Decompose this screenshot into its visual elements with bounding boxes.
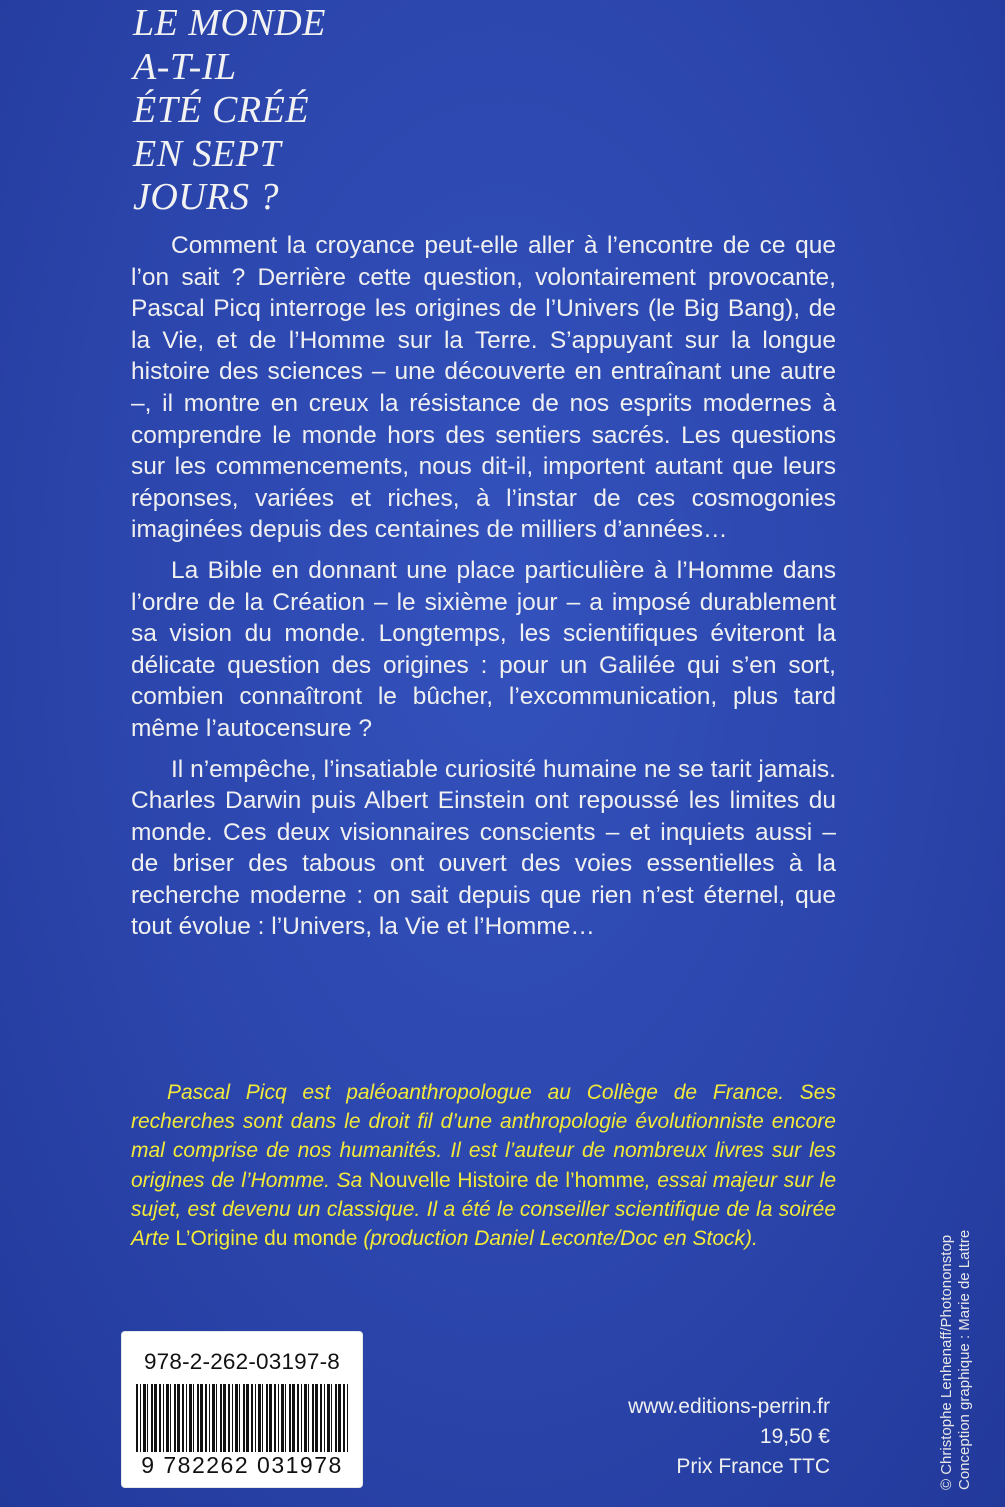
price-note: Prix France TTC: [676, 1455, 830, 1478]
isbn-barcode: [122, 1332, 362, 1487]
blurb: [131, 230, 836, 952]
bio-text: Pascal Picq est paléoanthropologue au Collège de France. Ses recherches sont dans le droit fil d’une anthropologie évolutionniste encore mal comprise de nos humanités. Il est l’auteur de nombreux livres sur les origines de l’Homme. Sa: [131, 1081, 836, 1192]
bio-film-title: L’Origine du monde: [175, 1227, 358, 1251]
design-credit: Conception graphique : Marie de Lattre: [956, 1229, 973, 1490]
blurb-paragraph: Comment la croyance peut-elle aller à l’encontre de ce que l’on sait ? Derrière cette question, volontairement provocante, Pascal Picq interroge les origines de l’Univers (le Big Bang), de la Vie, et de l’Homme sur la Terre. S’appuyant sur la longue histoire des sciences – une découverte en entraînant une autre –, il montre en creux la résistance de nos esprits modernes à comprendre le monde hors des sentiers sacrés. Les questions sur les commencements, nous dit-il, importent autant que leurs réponses, variées et riches, à l’instar de ces cosmogonies imaginées depuis des centaines de milliers d’années…: [131, 232, 836, 544]
title-line: ÉTÉ CRÉÉ: [133, 89, 310, 131]
blurb-paragraph: Il n’empêche, l’insatiable curiosité humaine ne se tarit jamais. Charles Darwin puis Albert Einstein ont repoussé les limites du monde. Ces deux visionnaires conscients – et inquiets aussi – de briser des tabous ont ouvert des voies essentielles à la recherche moderne : on sait depuis que rien n’est éternel, que tout évolue : l’Univers, la Vie et l’Homme…: [131, 755, 836, 941]
book-title: [133, 2, 326, 220]
bio-text: (production Daniel Leconte/Doc en Stock).: [357, 1227, 758, 1251]
bio-book-title: Nouvelle Histoire de l’homme: [369, 1168, 645, 1192]
photo-credit: © Christophe Lenhenaff/Photononstop: [938, 1234, 955, 1490]
ean-number: 9 782262 031978: [134, 1452, 350, 1478]
title-line: JOURS ?: [133, 176, 279, 218]
bio-text: , essai majeur sur le sujet, est devenu un classique. Il a été le conseiller scientifique de la soirée Arte: [131, 1168, 836, 1251]
title-line: LE MONDE: [133, 2, 326, 44]
publisher-website: www.editions-perrin.fr: [628, 1395, 830, 1418]
isbn-number: 978-2-262-03197-8: [143, 1349, 341, 1374]
credits: [938, 1230, 974, 1490]
publisher-info: [590, 1392, 830, 1482]
price: 19,50 €: [759, 1425, 830, 1448]
title-line: EN SEPT: [133, 132, 282, 175]
blurb-paragraph: La Bible en donnant une place particulière à l’Homme dans l’ordre de la Création – le sixième jour – a imposé durablement sa vision du monde. Longtemps, les scientifiques éviteront la délicate question des origines : pour un Galilée qui s’en sort, combien connaîtront le bûcher, l’excommunication, plus tard même l’autocensure ?: [131, 556, 836, 742]
title-line: A-T-IL: [133, 45, 237, 88]
author-bio: [131, 1078, 836, 1253]
